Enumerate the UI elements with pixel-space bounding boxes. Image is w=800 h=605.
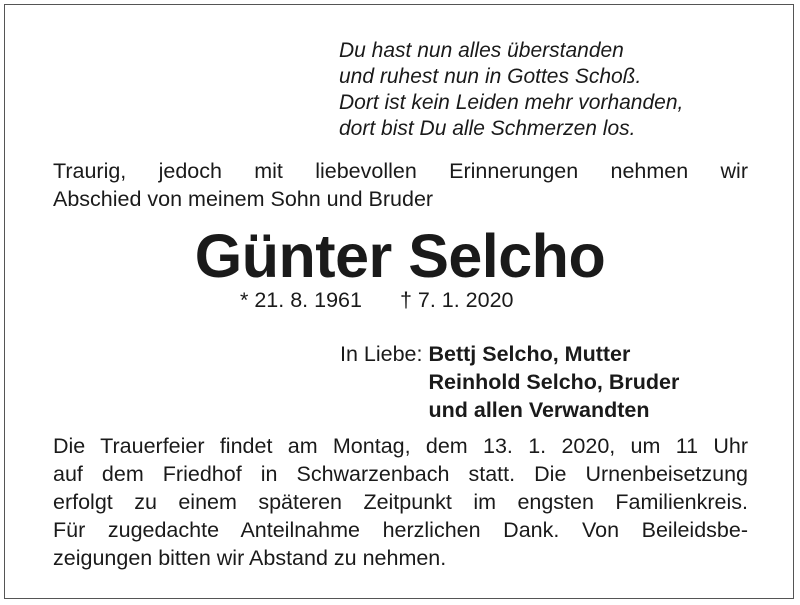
poem-line: Du hast nun alles überstanden bbox=[339, 39, 624, 62]
intro-line: Abschied von meinem Sohn und Bruder bbox=[53, 187, 434, 211]
mourner-name: Bettj Selcho, Mutter bbox=[428, 342, 631, 366]
poem-line: Dort ist kein Leiden mehr vorhanden, bbox=[339, 91, 684, 114]
mourners-names bbox=[428, 340, 679, 424]
funeral-notice bbox=[53, 432, 748, 572]
mourners-label: In Liebe: bbox=[340, 342, 423, 366]
notice-line: Für zugedachte Anteilnahme herzlichen Dank. Von Beileidsbe- bbox=[53, 518, 748, 542]
notice-line: erfolgt zu einem späteren Zeitpunkt im engsten Familienkreis. bbox=[53, 490, 748, 514]
mourner-name: und allen Verwandten bbox=[428, 398, 650, 422]
birth-date: * 21. 8. 1961 bbox=[240, 288, 362, 312]
mourner-name: Reinhold Selcho, Bruder bbox=[428, 370, 680, 394]
intro-line: Traurig, jedoch mit liebevollen Erinnerungen nehmen wir bbox=[53, 159, 748, 183]
intro-text bbox=[53, 157, 748, 213]
notice-line: auf dem Friedhof in Schwarzenbach statt. Die Urnenbeisetzung bbox=[53, 462, 748, 486]
poem bbox=[339, 38, 683, 142]
notice-line: Die Trauerfeier findet am Montag, dem 13. 1. 2020, um 11 Uhr bbox=[53, 434, 748, 458]
poem-line: und ruhest nun in Gottes Schoß. bbox=[339, 65, 642, 88]
poem-line: dort bist Du alle Schmerzen los. bbox=[339, 117, 636, 140]
death-date: † 7. 1. 2020 bbox=[399, 288, 514, 312]
mourners bbox=[340, 340, 679, 424]
life-dates bbox=[240, 286, 514, 314]
notice-line: zeigungen bitten wir Abstand zu nehmen. bbox=[53, 546, 447, 570]
deceased-name: Günter Selcho bbox=[194, 222, 606, 290]
